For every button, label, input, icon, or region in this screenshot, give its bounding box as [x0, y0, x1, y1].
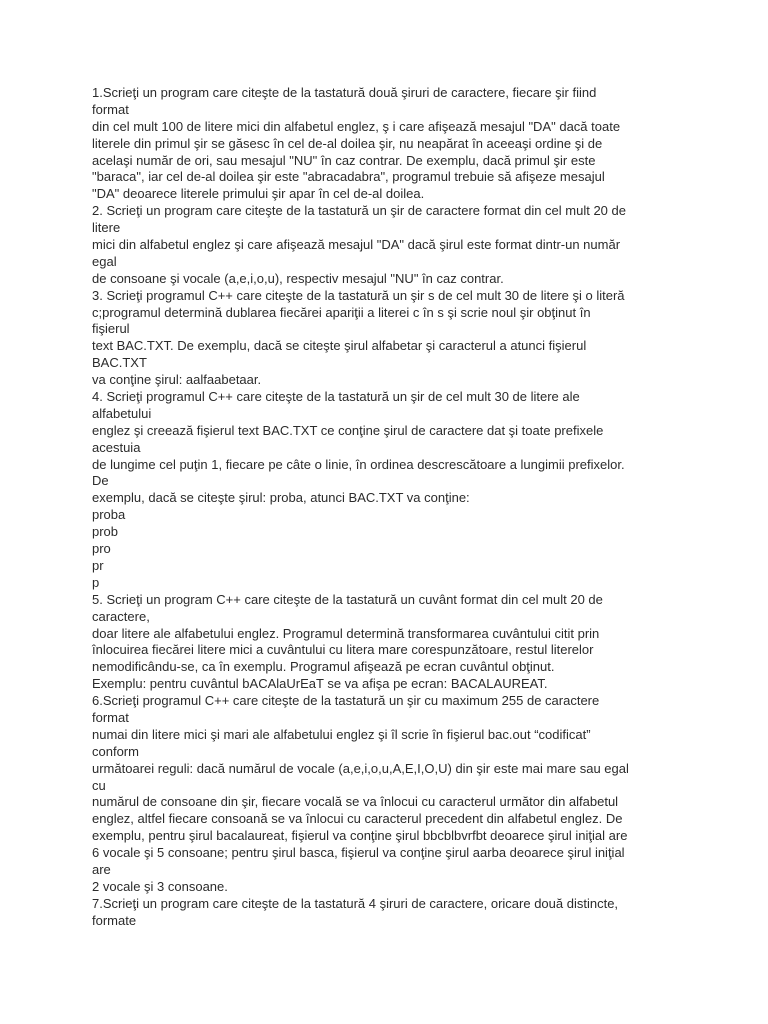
text-line: pro — [92, 541, 111, 557]
text-line: exemplu, pentru şirul bacalaureat, fişierul va conţine şirul bbcblbvrfbt deoarece şirul iniţial are — [92, 828, 628, 844]
text-line: nemodificându-se, ca în exemplu. Programul afişează pe ecran cuvântul obţinut. — [92, 659, 555, 675]
text-line: 5. Scrieţi un program C++ care citeşte de la tastatură un cuvânt format din cel mult 20 de — [92, 591, 603, 607]
text-line: format — [92, 709, 129, 725]
text-line: BAC.TXT — [92, 355, 147, 371]
text-line: 2 vocale şi 3 consoane. — [92, 878, 228, 894]
text-line: 2. Scrieţi un program care citeşte de la tastatură un şir de caractere format din cel mult 20 de — [92, 203, 626, 219]
text-line: va conţine şirul: aalfaabetaar. — [92, 372, 262, 388]
text-line: englez şi creează fişierul text BAC.TXT ce conţine şirul de caractere dat şi toate prefixele — [92, 422, 604, 438]
text-line: formate — [92, 912, 137, 928]
text-line: 1.Scrieţi un program care citeşte de la tastatură două şiruri de caractere, fiecare şir fiind — [92, 85, 597, 100]
text-line: următoarei reguli: dacă numărul de vocale (a,e,i,o,u,A,E,I,O,U) din şir este mai mare sau egal — [92, 760, 629, 776]
text-line: înlocuirea fiecărei litere mici a cuvântului cu litera mare corespunzătoare, restul literelor — [92, 642, 594, 658]
text-line: acelaşi număr de ori, sau mesajul "NU" în caz contrar. De exemplu, dacă primul şir este — [92, 152, 596, 168]
text-line: 7.Scrieţi un program care citeşte de la tastatură 4 şiruri de caractere, oricare două distincte, — [92, 895, 619, 911]
text-line: prob — [92, 524, 119, 540]
text-line: conform — [92, 743, 139, 759]
text-line: acestuia — [92, 439, 141, 455]
text-line: egal — [92, 253, 117, 269]
text-line: "DA" deoarece literele primului şir apar în cel de-al doilea. — [92, 186, 425, 202]
text-line: format — [92, 101, 129, 117]
text-line: numai din litere mici şi mari ale alfabetului englez şi îl scrie în fişierul bac.out “codificat” — [92, 726, 591, 742]
text-line: 6 vocale şi 5 consoane; pentru şirul basca, fişierul va conţine şirul aarba deoarece şirul iniţial — [92, 845, 625, 861]
text-line: Exemplu: pentru cuvântul bACAlaUrEaT se va afişa pe ecran: BACALAUREAT. — [92, 676, 548, 692]
text-line: proba — [92, 507, 126, 523]
text-line: de consoane şi vocale (a,e,i,o,u), respectiv mesajul "NU" în caz contrar. — [92, 270, 504, 286]
text-line: englez, altfel fiecare consoană se va înlocui cu caracterul precedent din alfabetul englez. De — [92, 811, 623, 827]
text-line: 3. Scrieţi programul C++ care citeşte de la tastatură un şir s de cel mult 30 de litere şi o literă — [92, 287, 625, 303]
text-line: p — [92, 574, 100, 590]
text-line: pr — [92, 557, 104, 573]
text-line: doar litere ale alfabetului englez. Programul determină transformarea cuvântului citit prin — [92, 625, 600, 641]
text-line: "baraca", iar cel de-al doilea şir este "abracadabra", programul trebuie să afişeze mesajul — [92, 169, 605, 185]
text-line: litere — [92, 220, 121, 236]
text-line: de lungime cel puţin 1, fiecare pe câte o linie, în ordinea descrescătoare a lungimii prefixelor. — [92, 456, 625, 472]
text-line: De — [92, 473, 109, 489]
text-line: 4. Scrieţi programul C++ care citeşte de la tastatură un şir de cel mult 30 de litere ale — [92, 389, 580, 405]
text-line: 6.Scrieţi programul C++ care citeşte de la tastatură un şir cu maximum 255 de caractere — [92, 693, 600, 709]
text-line: exemplu, dacă se citeşte şirul: proba, atunci BAC.TXT va conţine: — [92, 490, 470, 506]
text-line: alfabetului — [92, 405, 152, 421]
document-text — [92, 85, 692, 930]
text-line: are — [92, 861, 111, 877]
text-line: text BAC.TXT. De exemplu, dacă se citeşte şirul alfabetar şi caracterul a atunci fişierul — [92, 338, 587, 354]
text-line: caractere, — [92, 608, 150, 624]
text-line: literele din primul şir se găsesc în cel de-al doilea şir, nu neapărat în aceeaşi ordine şi de — [92, 135, 603, 151]
text-line: numărul de consoane din şir, fiecare vocală se va înlocui cu caracterul următor din alfabetul — [92, 794, 619, 810]
text-line: cu — [92, 777, 106, 793]
text-line: c;programul determină dublarea fiecărei apariţii a literei c în s şi scrie noul şir obţinut în — [92, 304, 591, 320]
text-line: mici din alfabetul englez şi care afişează mesajul "DA" dacă şirul este format dintr-un număr — [92, 237, 621, 253]
text-line: fişierul — [92, 321, 130, 337]
text-line: din cel mult 100 de litere mici din alfabetul englez, ş i care afişează mesajul "DA" dacă toate — [92, 118, 621, 134]
